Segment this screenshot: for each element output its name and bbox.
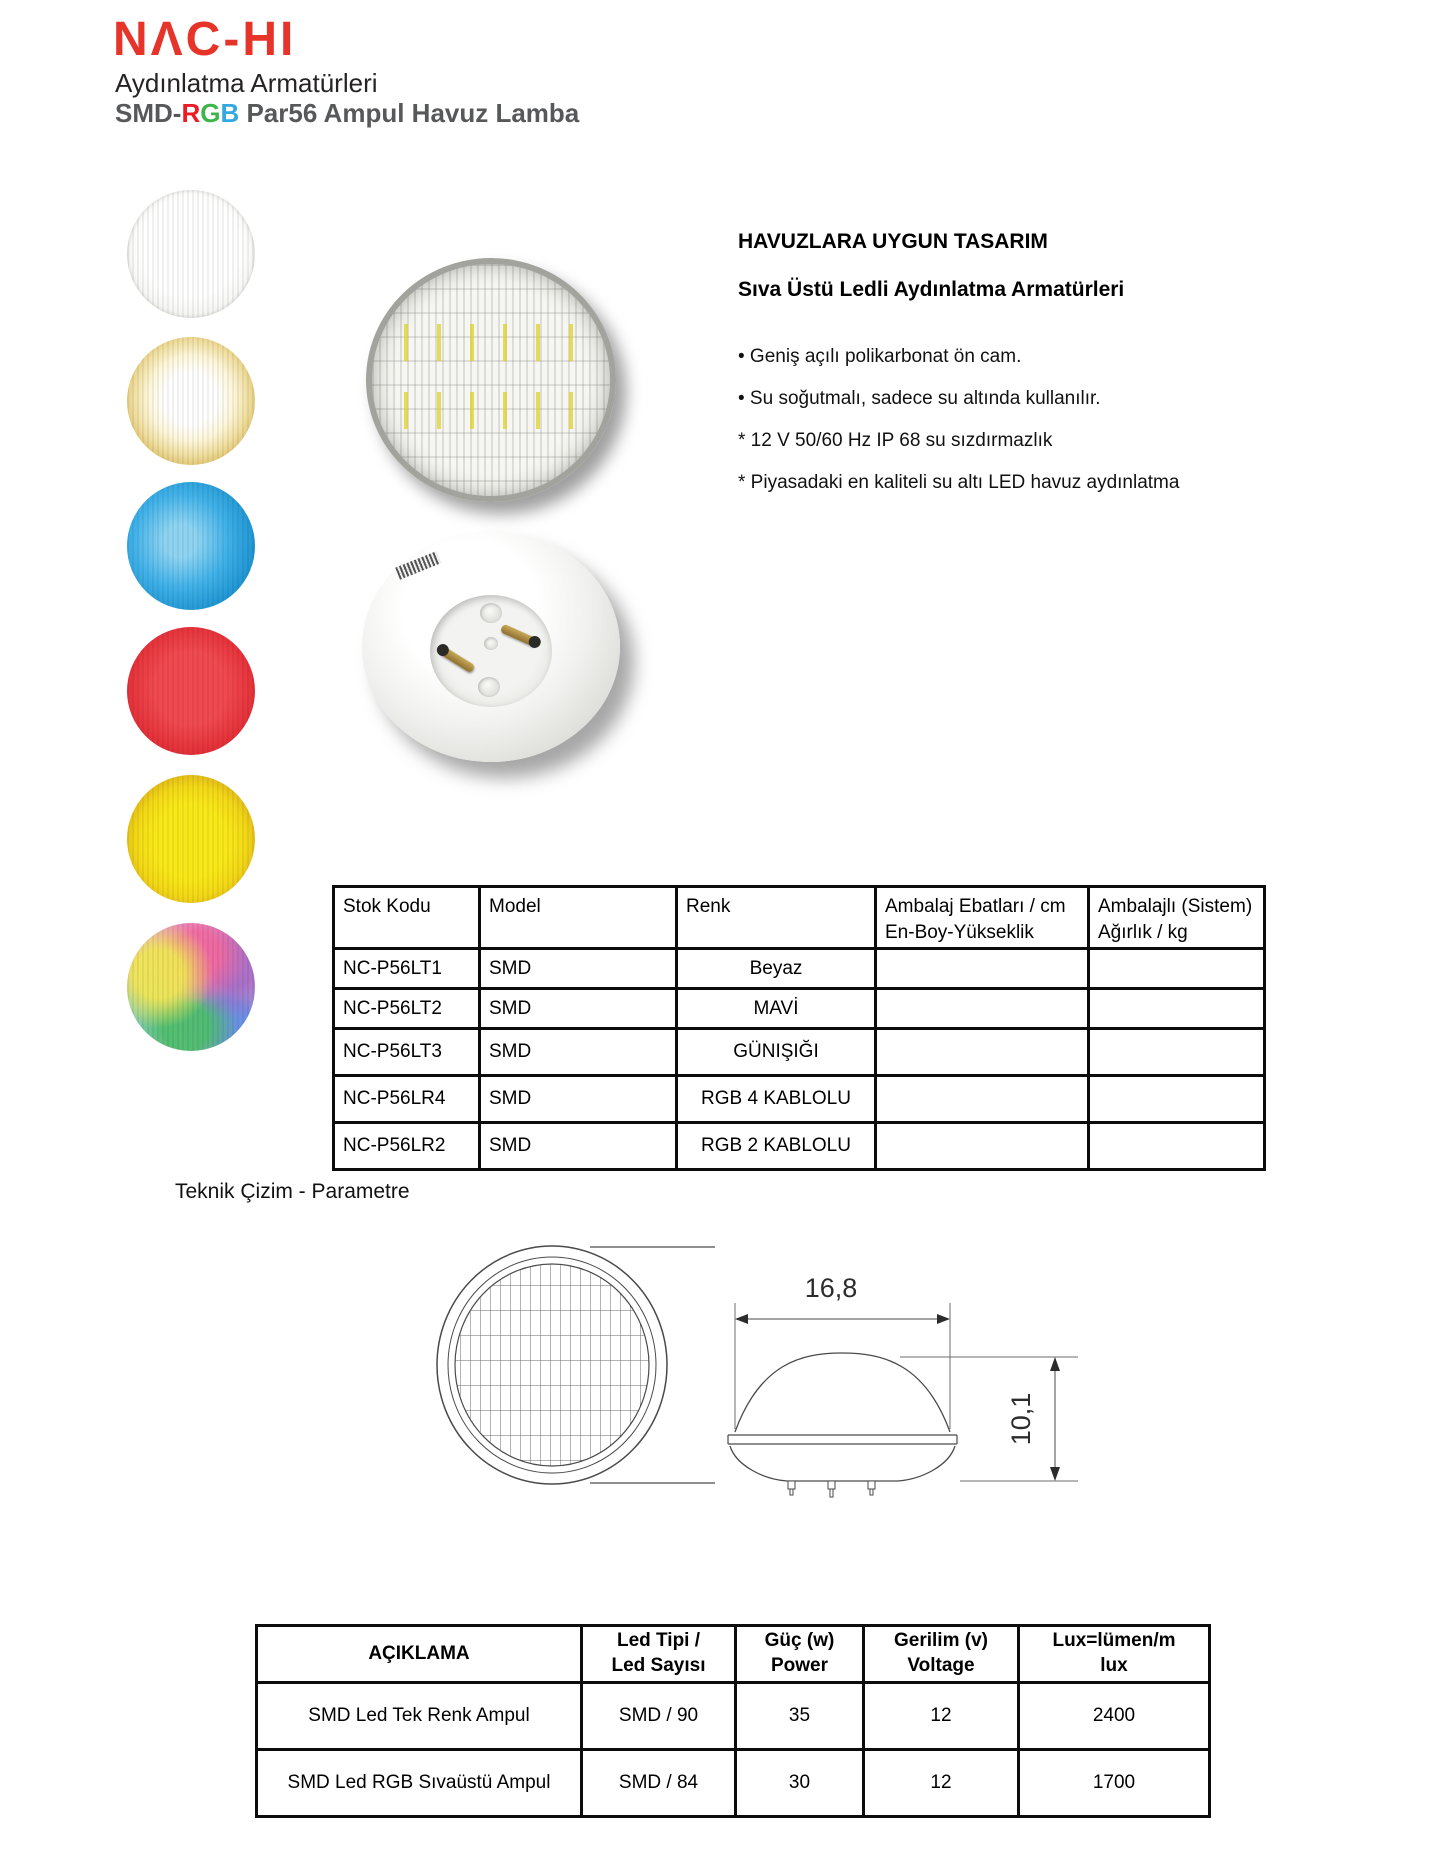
cell-stok-kodu: NC-P56LT2	[334, 989, 480, 1029]
feature-heading: HAVUZLARA UYGUN TASARIM	[738, 230, 1048, 253]
cell-agirlik	[1089, 949, 1265, 989]
col-header-stok-kodu: Stok Kodu	[334, 887, 480, 949]
rgb-letter-b: B	[220, 98, 240, 128]
company-subtitle: Aydınlatma Armatürleri	[115, 68, 378, 98]
cell-stok-kodu: NC-P56LT1	[334, 949, 480, 989]
cell-renk: GÜNIŞIĞI	[677, 1029, 876, 1076]
product-title-prefix: SMD-	[115, 98, 182, 128]
feature-bullet: • Su soğutmalı, sadece su altında kullanılır.	[738, 388, 1101, 409]
rgb-letter-r: R	[181, 98, 201, 128]
cell-aciklama: SMD Led Tek Renk Ampul	[257, 1683, 582, 1750]
lamp-photo-rgb	[127, 923, 255, 1051]
cell-model: SMD	[480, 1076, 677, 1123]
cell-led-tipi: SMD / 90	[582, 1683, 736, 1750]
cell-renk: RGB 4 KABLOLU	[677, 1076, 876, 1123]
brand-logo: NΛC-HI	[113, 13, 297, 66]
cell-ambalaj	[876, 989, 1089, 1029]
cell-renk: RGB 2 KABLOLU	[677, 1123, 876, 1170]
cell-stok-kodu: NC-P56LR2	[334, 1123, 480, 1170]
lamp-photo-white	[127, 190, 255, 318]
col-header-ambalaj: Ambalaj Ebatları / cm En-Boy-Yükseklik	[876, 887, 1089, 949]
lamp-photo-blue	[127, 482, 255, 610]
col-header-aciklama: AÇIKLAMA	[257, 1626, 582, 1683]
feature-text-block	[738, 230, 1238, 514]
table-row	[334, 1029, 1265, 1076]
product-table	[332, 885, 1266, 1171]
pins	[788, 1481, 875, 1497]
table-header-row	[334, 887, 1265, 949]
cell-gerilim: 12	[864, 1683, 1019, 1750]
col-header-guc: Güç (w) Power	[736, 1626, 864, 1683]
cell-stok-kodu: NC-P56LT3	[334, 1029, 480, 1076]
cell-aciklama: SMD Led RGB Sıvaüstü Ampul	[257, 1750, 582, 1817]
dim-width-label: 16,8	[804, 1273, 858, 1303]
socket-nub	[484, 637, 498, 650]
cell-agirlik	[1089, 989, 1265, 1029]
cell-gerilim: 12	[864, 1750, 1019, 1817]
table-row	[257, 1750, 1210, 1817]
product-title	[115, 98, 579, 129]
product-photo-front	[366, 258, 616, 502]
col-header-lux: Lux=lümen/m lux	[1019, 1626, 1210, 1683]
table-row	[334, 1076, 1265, 1123]
contact-pin	[500, 624, 538, 648]
feature-bullet: * Piyasadaki en kaliteli su altı LED havuz aydınlatma	[738, 472, 1180, 493]
product-photo-back	[362, 531, 620, 762]
table-row	[334, 989, 1265, 1029]
cell-renk: Beyaz	[677, 949, 876, 989]
rgb-letter-g: G	[200, 98, 221, 128]
cell-ambalaj	[876, 1123, 1089, 1170]
cell-lux: 1700	[1019, 1750, 1210, 1817]
feature-subheading: Sıva Üstü Ledli Aydınlatma Armatürleri	[738, 278, 1125, 301]
cell-model: SMD	[480, 989, 677, 1029]
front-view-drawing	[437, 1246, 715, 1484]
socket-nub	[480, 603, 502, 623]
side-view-drawing	[728, 1273, 1078, 1497]
product-title-rest: Par56 Ampul Havuz Lamba	[239, 98, 580, 128]
col-header-gerilim: Gerilim (v) Voltage	[864, 1626, 1019, 1683]
cell-model: SMD	[480, 1029, 677, 1076]
technical-drawing	[430, 1235, 1240, 1510]
cell-stok-kodu: NC-P56LR4	[334, 1076, 480, 1123]
feature-bullet: * 12 V 50/60 Hz IP 68 su sızdırmazlık	[738, 430, 1053, 451]
cell-agirlik	[1089, 1123, 1265, 1170]
led-band	[391, 324, 591, 361]
cell-model: SMD	[480, 949, 677, 989]
col-header-agirlik: Ambalajlı (Sistem) Ağırlık / kg	[1089, 887, 1265, 949]
cell-agirlik	[1089, 1029, 1265, 1076]
dim-height-label: 10,1	[1006, 1392, 1036, 1446]
lamp-photo-warm-white	[127, 337, 255, 465]
cell-agirlik	[1089, 1076, 1265, 1123]
tech-section-title: Teknik Çizim - Parametre	[175, 1180, 410, 1203]
table-row	[334, 949, 1265, 989]
feature-bullet: • Geniş açılı polikarbonat ön cam.	[738, 346, 1022, 367]
cell-ambalaj	[876, 1076, 1089, 1123]
cell-lux: 2400	[1019, 1683, 1210, 1750]
cell-ambalaj	[876, 949, 1089, 989]
cell-led-tipi: SMD / 84	[582, 1750, 736, 1817]
table-row	[257, 1683, 1210, 1750]
table-header-row	[257, 1626, 1210, 1683]
col-header-model: Model	[480, 887, 677, 949]
cell-guc: 35	[736, 1683, 864, 1750]
cell-ambalaj	[876, 1029, 1089, 1076]
lamp-photo-yellow	[127, 775, 255, 903]
col-header-renk: Renk	[677, 887, 876, 949]
spec-table	[255, 1624, 1211, 1818]
cell-guc: 30	[736, 1750, 864, 1817]
lamp-photo-red	[127, 627, 255, 755]
led-band	[391, 392, 591, 429]
cell-model: SMD	[480, 1123, 677, 1170]
socket-recess	[430, 595, 552, 707]
table-row	[334, 1123, 1265, 1170]
barcode-label	[395, 551, 441, 580]
socket-nub	[478, 677, 500, 697]
cell-renk: MAVİ	[677, 989, 876, 1029]
col-header-led-tipi: Led Tipi / Led Sayısı	[582, 1626, 736, 1683]
contact-pin	[439, 646, 476, 674]
